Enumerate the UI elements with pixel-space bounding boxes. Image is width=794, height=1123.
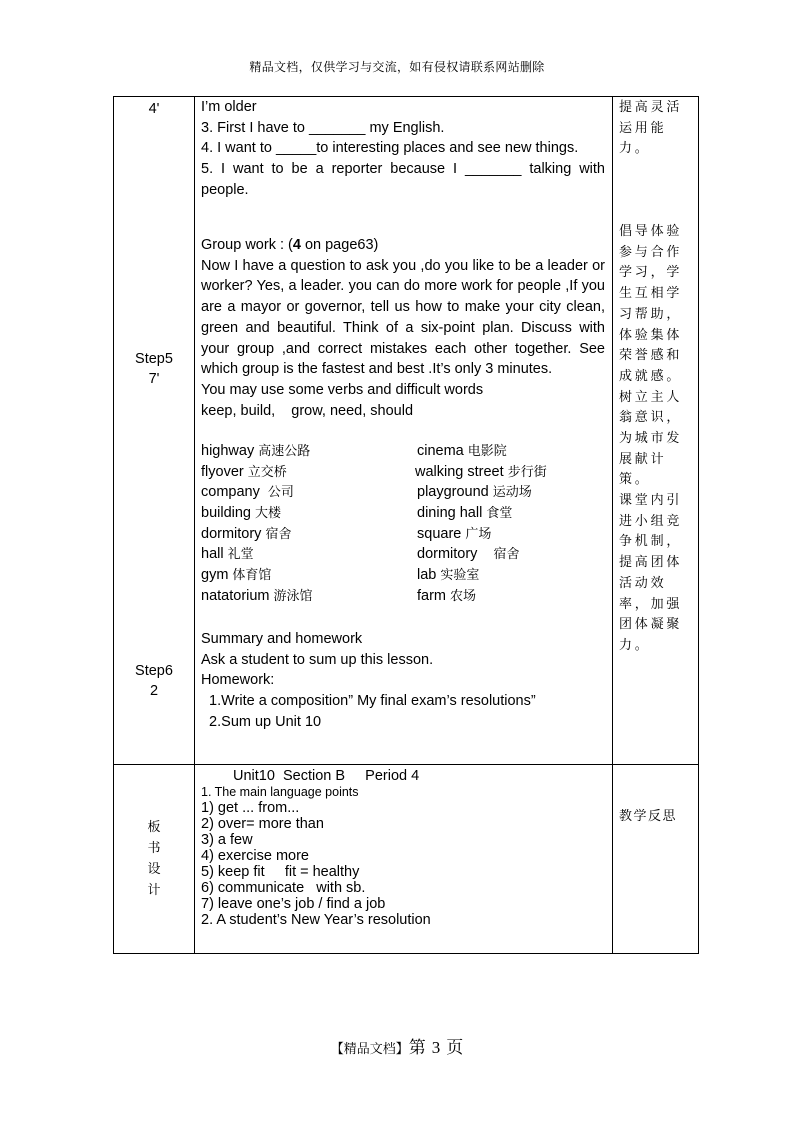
vocab-right: lab 实验室 <box>417 567 480 584</box>
vocab-row <box>201 524 605 545</box>
board-point: 3) a few <box>201 832 253 848</box>
note-1: 提高灵活运用能力。 <box>619 100 683 157</box>
vocab-right: square 广场 <box>417 525 492 542</box>
group-work-suffix: on page63) <box>300 237 379 253</box>
verbs-intro: You may use some verbs and difficult words <box>201 381 484 398</box>
vocab-left: dormitory 宿舍 <box>201 525 292 542</box>
group-work-heading <box>201 235 605 256</box>
homework-label: Homework: <box>201 672 275 689</box>
footer-page-prefix: 第 <box>408 1038 426 1058</box>
vocab-left: natatorium 游泳馆 <box>201 587 313 604</box>
vocab-left: gym 体育馆 <box>201 567 272 584</box>
exercise-line: 3. First I have to _______ my English. <box>201 119 445 136</box>
step6-label: Step6 <box>135 663 173 679</box>
board-points-heading: 1. The main language points <box>201 785 359 799</box>
vocab-right: cinema 电影院 <box>417 443 507 459</box>
vocab-row <box>201 503 605 524</box>
group-work-number: 4 <box>292 237 301 253</box>
reflection-cell <box>613 765 699 954</box>
summary-block <box>201 629 605 733</box>
reflection-label: 教学反思 <box>619 809 678 824</box>
step5-time: 7' <box>148 371 160 387</box>
board-label-cell <box>114 765 195 954</box>
vocab-right: farm 农场 <box>417 587 477 604</box>
vocab-row <box>201 565 605 586</box>
exercise-line-5: 5. I want to be a reporter because I _______ talking with people. <box>201 161 605 198</box>
footer-page-number: 3 <box>431 1038 441 1057</box>
vocab-right: playground 运动场 <box>417 484 532 501</box>
board-point: 1) get ... from... <box>201 800 300 816</box>
board-label-char: 计 <box>147 883 161 898</box>
table-row <box>114 765 699 954</box>
verbs-list: keep, build, grow, need, should <box>201 402 414 419</box>
timing-cell <box>114 97 195 765</box>
homework-item: 1.Write a composition” My final exam’s resolutions” <box>201 693 536 710</box>
vocab-left: company 公司 <box>201 484 294 501</box>
notes-cell <box>613 97 699 765</box>
board-point: 7) leave one’s job / find a job <box>201 896 386 912</box>
table-row <box>114 97 699 765</box>
group-work-block <box>201 235 605 421</box>
timing-top: 4' <box>148 101 160 117</box>
note-2: 倡导体验参与合作学习，学生互相学习帮助，体验集体荣誉感和成就感。树立主人翁意识，为城市发展献计策。 <box>619 224 683 488</box>
vocab-row <box>201 441 605 462</box>
homework-item: 2.Sum up Unit 10 <box>201 713 322 730</box>
vocab-left: hall 礼堂 <box>201 546 254 563</box>
group-work-prefix: Group work : ( <box>201 237 293 253</box>
exercise-line-4: 4. I want to _____to interesting places and see new things. <box>201 140 579 157</box>
vocab-row <box>201 462 605 483</box>
vocab-row <box>201 586 605 607</box>
board-point: 2. A student’s New Year’s resolution <box>201 912 431 928</box>
lesson-table <box>113 96 699 954</box>
step5-label: Step5 <box>135 351 173 367</box>
page-header: 精品文档，仅供学习与交流，如有侵权请联系网站删除 <box>249 60 545 74</box>
vocab-right: walking street 步行街 <box>415 463 547 480</box>
exercise-block <box>201 97 605 201</box>
board-label-char: 设 <box>147 862 161 877</box>
board-title: Unit10 Section B Period 4 <box>233 768 420 784</box>
vocab-right: dormitory 宿舍 <box>417 546 520 563</box>
note-3: 课堂内引进小组竞争机制，提高团体活动效率，加强团体凝聚力。 <box>619 493 683 653</box>
group-work-paragraph: Now I have a question to ask you ,do you like to be a leader or worker? Yes, a leader. you can do more work for people ,If you are a mayor or governor, tell us how to make your city clean, green and beautiful. Think of a six-point plan. Discuss with your group ,and correct mistakes each other together. See which group is the fastest and best .It’s only 3 minutes. <box>201 257 605 378</box>
vocab-row <box>201 482 605 503</box>
board-point: 2) over= more than <box>201 816 324 832</box>
footer-page-suffix: 页 <box>446 1038 464 1058</box>
board-design-cell <box>195 765 613 954</box>
summary-line: Ask a student to sum up this lesson. <box>201 651 434 668</box>
summary-heading: Summary and homework <box>201 631 363 647</box>
step6-time: 2 <box>149 683 159 699</box>
exercise-line: I’m older <box>201 99 257 115</box>
vocab-left: building 大楼 <box>201 505 282 522</box>
procedure-cell <box>195 97 613 765</box>
board-point: 6) communicate with sb. <box>201 880 366 896</box>
board-label-char: 板 <box>147 820 161 835</box>
vocab-left: highway 高速公路 <box>201 443 311 459</box>
page-footer <box>0 1033 794 1058</box>
vocab-list <box>201 441 605 607</box>
vocab-left: flyover 立交桥 <box>201 463 287 480</box>
vocab-row <box>201 544 605 565</box>
board-point: 5) keep fit fit = healthy <box>201 864 360 880</box>
vocab-right: dining hall 食堂 <box>417 505 513 522</box>
board-point: 4) exercise more <box>201 848 309 864</box>
footer-brand: 【精品文档】 <box>330 1042 409 1057</box>
board-label-char: 书 <box>147 841 161 856</box>
